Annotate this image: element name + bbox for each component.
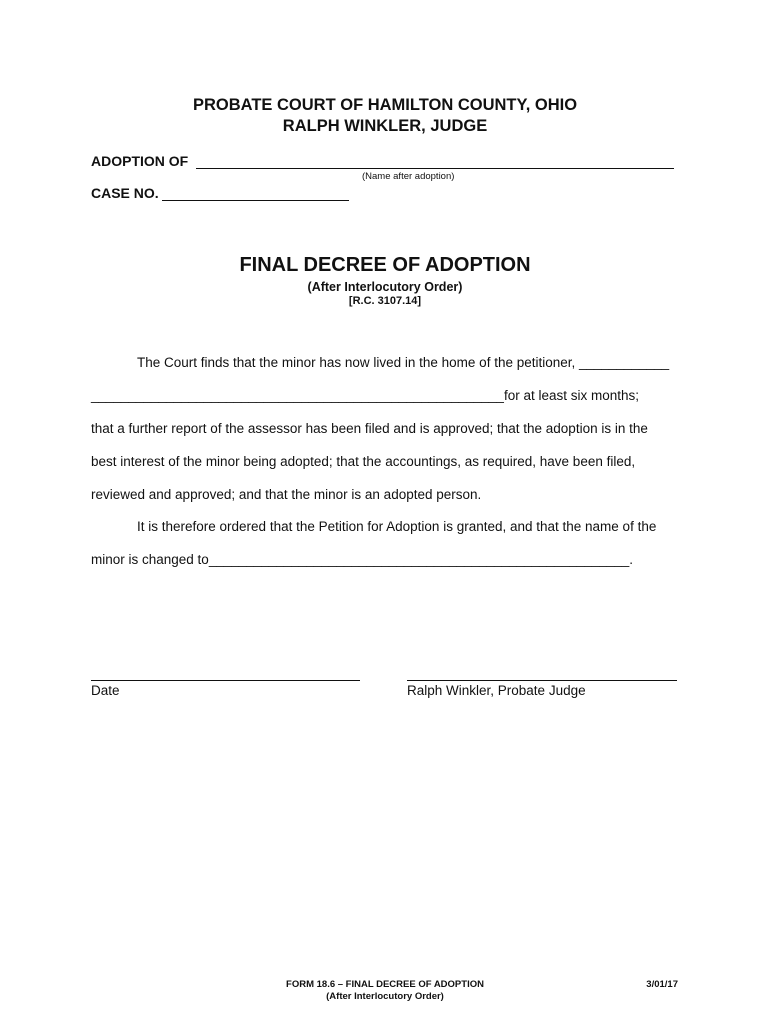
body-line-7: minor is changed to________________________________________________________.: [91, 552, 634, 567]
statute-reference: [R.C. 3107.14]: [348, 295, 422, 307]
adoption-name-field[interactable]: [196, 168, 674, 169]
body-line-3: that a further report of the assessor has been filed and is approved; that the adoption is in the: [91, 421, 648, 436]
case-no-label: CASE NO.: [91, 185, 159, 201]
adoption-of-label: ADOPTION OF: [91, 153, 189, 169]
body-line-5: reviewed and approved; and that the minor is an adopted person.: [91, 487, 482, 502]
judge-name: RALPH WINKLER, JUDGE: [282, 117, 488, 135]
document-subtitle: (After Interlocutory Order): [307, 280, 463, 294]
body-line-2: _______________________________________________________for at least six months;: [91, 388, 639, 403]
body-line-4: best interest of the minor being adopted; that the accountings, as required, have been filed,: [91, 454, 636, 469]
footer-form-title: FORM 18.6 – FINAL DECREE OF ADOPTION: [286, 979, 484, 990]
judge-signature-label: Ralph Winkler, Probate Judge: [407, 683, 586, 698]
footer-form-subtitle: (After Interlocutory Order): [326, 991, 444, 1002]
document-title: FINAL DECREE OF ADOPTION: [239, 254, 531, 276]
court-name: PROBATE COURT OF HAMILTON COUNTY, OHIO: [192, 96, 578, 114]
name-after-adoption-note: (Name after adoption): [362, 171, 455, 182]
judge-signature-line[interactable]: [407, 680, 677, 681]
date-label: Date: [91, 683, 120, 698]
footer-revision-date: 3/01/17: [646, 979, 678, 990]
body-line-1: The Court finds that the minor has now lived in the home of the petitioner, ____________: [137, 355, 670, 370]
date-signature-line[interactable]: [91, 680, 360, 681]
body-line-6: It is therefore ordered that the Petition for Adoption is granted, and that the name of the: [137, 519, 657, 534]
case-no-field[interactable]: [162, 200, 349, 201]
